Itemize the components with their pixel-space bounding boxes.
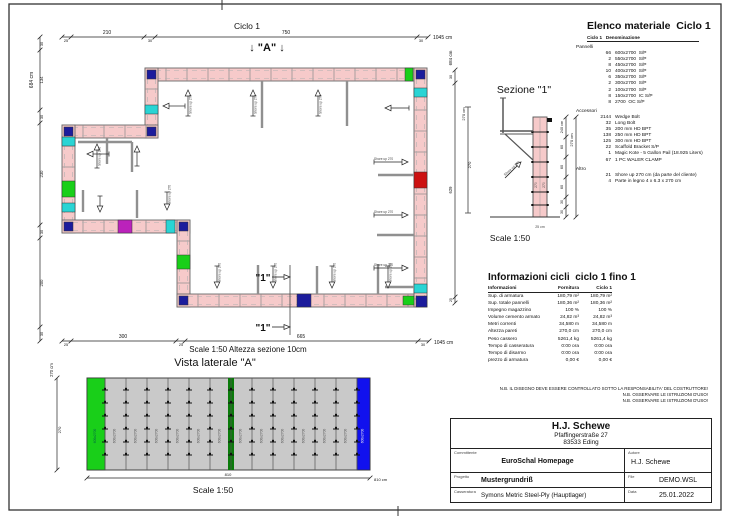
material-desc: Shore up 270 cm (da parte del cliente) bbox=[615, 172, 697, 178]
info-label: Altezza pareti bbox=[488, 329, 518, 335]
material-qty: 8 bbox=[608, 99, 611, 105]
progetto-label: Progetto bbox=[454, 474, 470, 479]
material-qty: 32 bbox=[605, 120, 611, 126]
cycle-info-header bbox=[488, 286, 612, 293]
material-qty: 1 bbox=[608, 151, 611, 157]
title-block-row-progetto bbox=[451, 473, 711, 488]
side-panel-label: 600x2700 bbox=[301, 428, 306, 444]
material-list bbox=[575, 20, 723, 185]
material-desc: Magic Kote - 5 Gallon Pail (18.925 Liters) bbox=[615, 151, 703, 157]
side-dim-width: 810 bbox=[224, 472, 232, 477]
shore-arrow-label: Shore up 270 bbox=[273, 262, 278, 282]
section-outer-dim: 270 cm bbox=[569, 133, 574, 147]
info-fornitura: 180,36 m² bbox=[557, 301, 579, 307]
info-ciclo: 0,00 € bbox=[598, 357, 612, 363]
title-block-row-casseratura bbox=[451, 488, 711, 502]
drawing-label: 30 bbox=[40, 331, 44, 337]
company-name: H.J. Schewe bbox=[551, 421, 611, 432]
info-label: Peso cassero bbox=[488, 336, 518, 342]
casseratura-value: Symons Metric Steel-Ply (Hauptlager) bbox=[481, 491, 587, 499]
drawing-label: 25 bbox=[63, 39, 69, 43]
material-qty: 2144 bbox=[600, 114, 611, 120]
material-qty: 67 bbox=[605, 157, 611, 163]
material-qty: 125 bbox=[602, 139, 611, 145]
dim-total-top: 1045 cm bbox=[433, 35, 453, 41]
drawing-label: 30 bbox=[40, 229, 44, 235]
info-fornitura: 0:00 ora bbox=[561, 343, 579, 349]
col-informazioni: Informazioni bbox=[488, 286, 517, 291]
side-view-scale: Scale 1:50 bbox=[192, 485, 234, 495]
casseratura-label: Casseratura bbox=[454, 489, 476, 494]
shore-arrow-label: Shore up 270 bbox=[374, 263, 394, 267]
material-qty: 66 bbox=[605, 51, 611, 56]
dim-inner-right-total: 270 cm bbox=[461, 107, 466, 121]
cycle-info-row bbox=[488, 314, 612, 321]
material-desc: 1 PC WALER CLAMP bbox=[615, 157, 662, 163]
info-fornitura: 0:00 ora bbox=[561, 350, 579, 356]
side-panel-label: 600x2700 bbox=[217, 428, 222, 444]
material-qty: 8 bbox=[608, 63, 611, 69]
cycle-info-row bbox=[488, 307, 612, 314]
info-label: Tempo di disarmo bbox=[488, 350, 526, 356]
info-fornitura: 34,580 m bbox=[558, 322, 579, 328]
side-panel-label: 600x2700 bbox=[360, 428, 365, 444]
nb-note-2: N.B. OSSERVARE LE ISTRUZIONI D'USO! bbox=[622, 391, 708, 397]
drawing-label: 30 bbox=[40, 114, 44, 120]
material-rows-altro bbox=[575, 173, 723, 185]
info-label: Tempo di casseratura bbox=[488, 343, 534, 349]
info-ciclo: 180,79 m² bbox=[590, 294, 612, 299]
title-block-row-committente bbox=[451, 449, 711, 473]
drawing-label: 25 bbox=[178, 343, 184, 347]
material-qty: 8 bbox=[608, 93, 611, 99]
data-label: Data bbox=[628, 489, 637, 494]
section-base-label: 25 cm bbox=[535, 225, 545, 229]
drawing-label: 30 bbox=[420, 343, 426, 347]
file-label: File bbox=[628, 474, 635, 479]
material-desc: 550x2700 S/P bbox=[615, 57, 647, 63]
side-dim-height-total: 270 cm bbox=[49, 363, 54, 377]
dim-total-left: 684 cm bbox=[29, 71, 35, 89]
info-ciclo: 100 % bbox=[598, 308, 612, 314]
side-panel-label: 600x2700 bbox=[154, 428, 159, 444]
drawing-label: 750 bbox=[281, 30, 291, 36]
cycle-info-row bbox=[488, 357, 612, 364]
drawing-label: 134 bbox=[39, 76, 44, 84]
info-fornitura: 270,0 cm bbox=[559, 329, 579, 335]
company-address-1: Pfaffingerstraße 27 bbox=[554, 432, 608, 439]
info-ciclo: 0:00 ora bbox=[594, 350, 612, 356]
nb-note-3: N.B. OSSERVARE LE ISTRUZIONI D'USO! bbox=[622, 397, 708, 403]
plan-scale-note: Scale 1:50 Altezza sezione 10cm bbox=[189, 345, 307, 354]
material-qty: 2 bbox=[608, 57, 611, 63]
info-label: Sup. di armatura bbox=[488, 294, 524, 299]
side-panel-label: 600x2700 bbox=[112, 428, 117, 444]
material-group-accessori: Accessori bbox=[576, 108, 597, 114]
drawing-label: 25 bbox=[63, 343, 69, 347]
cycle-info-row bbox=[488, 336, 612, 343]
material-desc: Wedge Bolt bbox=[615, 114, 640, 120]
title-block-company-row bbox=[451, 419, 711, 449]
material-group-altro: Altro bbox=[576, 166, 586, 172]
info-ciclo: 180,36 m² bbox=[590, 301, 612, 307]
cycle-info-row bbox=[488, 300, 612, 307]
cycle-info-table bbox=[488, 272, 636, 364]
col-ciclo1: Ciclo 1 bbox=[596, 286, 612, 291]
material-desc: 100x2700 S/P bbox=[615, 87, 647, 93]
data-cell bbox=[625, 488, 711, 502]
side-panel-label: 600x2700 bbox=[343, 428, 348, 444]
info-ciclo: 0:00 ora bbox=[594, 343, 612, 349]
side-panel-label: 600x2700 bbox=[175, 428, 180, 444]
material-desc: 150x2700 IC S/P bbox=[615, 93, 653, 99]
section-wall-label: 270 bbox=[542, 182, 546, 188]
info-label: Impegno magazzino bbox=[488, 308, 532, 314]
material-desc: 400x2700 S/P bbox=[615, 69, 647, 75]
section-a-marker: ↓ "A" ↓ bbox=[249, 42, 285, 54]
material-row bbox=[575, 158, 723, 164]
info-ciclo: 270,0 cm bbox=[592, 329, 612, 335]
shore-arrow-label: Shore up 270 bbox=[318, 94, 323, 114]
cycle-info-rows bbox=[488, 293, 612, 364]
committente-value: EuroSchal Homepage bbox=[501, 458, 574, 465]
material-desc: 600x2700 S/P bbox=[615, 51, 647, 56]
side-panel-label: 600x2700 bbox=[280, 428, 285, 444]
info-fornitura: 0,00 € bbox=[565, 357, 579, 363]
col-fornitura: Fornitura bbox=[557, 286, 579, 291]
material-qty: 2 bbox=[608, 81, 611, 87]
shore-arrow-label: Shore up 270 bbox=[188, 94, 193, 114]
material-qty: 138 bbox=[602, 133, 611, 139]
info-label: Metri correnti bbox=[488, 322, 516, 328]
section-view bbox=[490, 84, 578, 243]
drawing-label: 30 bbox=[40, 41, 44, 47]
dim-inner-right: 270 bbox=[467, 161, 472, 169]
drawing-label: 30 bbox=[560, 210, 564, 214]
progetto-value: Mustergrundriß bbox=[481, 476, 533, 484]
info-label: Volume cemento armato bbox=[488, 315, 540, 321]
title-block bbox=[450, 418, 712, 503]
material-qty: 6 bbox=[608, 75, 611, 81]
material-list-title: Elenco materiale Ciclo 1 bbox=[587, 20, 711, 32]
nb-notes bbox=[430, 386, 708, 403]
drawing-label: 210 bbox=[102, 30, 112, 36]
drawing-label: 30 bbox=[418, 39, 424, 43]
info-fornitura: 5261,4 kg bbox=[557, 336, 579, 342]
drawing-label: 60 bbox=[560, 184, 564, 190]
dim-total-bottom: 1045 cm bbox=[434, 340, 454, 346]
side-panel-label: 600x2700 bbox=[259, 428, 264, 444]
info-fornitura: 180,79 m² bbox=[557, 294, 579, 299]
shore-arrow-label: Shore up 270 bbox=[374, 210, 394, 214]
material-desc: 300x2700 S/P bbox=[615, 81, 647, 87]
info-ciclo: 34,580 m bbox=[591, 322, 612, 328]
cycle-info-title: Informazioni cicli ciclo 1 fino 1 bbox=[488, 272, 636, 283]
cycle-info-row bbox=[488, 350, 612, 357]
shore-arrow-label: Shore up 270 bbox=[253, 94, 258, 114]
progetto-cell bbox=[451, 473, 625, 487]
shore-arrow-label: Shore up 270 bbox=[217, 262, 222, 282]
plan-view bbox=[62, 21, 427, 354]
section-arrow-label: Shore up 270 bbox=[502, 160, 521, 177]
side-view bbox=[49, 357, 388, 495]
section-scale: Scale 1:50 bbox=[489, 233, 531, 243]
drawing-label: 30 bbox=[560, 200, 564, 204]
cut-marker-1: "1" bbox=[255, 273, 271, 284]
side-dim-width-total: 810 cm bbox=[374, 477, 388, 482]
shore-arrow-label: Shore up 270 bbox=[332, 262, 337, 282]
drawing-label: 30 bbox=[147, 39, 153, 43]
cycle-info-row bbox=[488, 343, 612, 350]
casseratura-cell bbox=[451, 488, 625, 502]
info-fornitura: 24,82 m³ bbox=[560, 315, 579, 321]
shore-arrow-label: Shore up 270 bbox=[374, 157, 394, 161]
info-ciclo: 5261,4 kg bbox=[590, 336, 612, 342]
dim-total-right: 684 cm bbox=[448, 50, 453, 66]
info-ciclo: 24,82 m³ bbox=[593, 315, 612, 321]
material-desc: 200 mm HD BPT bbox=[615, 127, 652, 133]
cycle-info-row bbox=[488, 328, 612, 335]
material-group-pannelli: Pannelli bbox=[576, 45, 594, 50]
nb-note-1: N.B. IL DISEGNO DEVE ESSERE CONTROLLATO SOTTO LA RESPONSABILITA' DEL COSTRUTTORE! bbox=[499, 386, 708, 391]
autore-value: H.J. Schewe bbox=[631, 459, 671, 466]
file-value: DEMO.WSL bbox=[659, 476, 698, 484]
info-label: Sup. totale pannelli bbox=[488, 301, 529, 307]
drawing-label: 230 bbox=[39, 170, 44, 178]
company-address-2: 83533 Eding bbox=[563, 439, 599, 446]
material-qty: 35 bbox=[605, 127, 611, 133]
data-value: 25.01.2022 bbox=[659, 491, 695, 499]
cycle-info-row bbox=[488, 293, 612, 300]
info-fornitura: 100 % bbox=[565, 308, 579, 314]
side-panel-label: 600x2700 bbox=[133, 428, 138, 444]
shore-arrow-label: Shore up 270 bbox=[167, 184, 172, 204]
material-desc: Scaffold Bracket S/P bbox=[615, 145, 659, 151]
cycle-info-row bbox=[488, 321, 612, 328]
drawing-label: 25 bbox=[449, 298, 453, 302]
material-qty: 2 bbox=[608, 87, 611, 93]
material-desc: 450x2700 S/P bbox=[615, 63, 647, 69]
drawing-label: 300 bbox=[118, 334, 128, 340]
material-qty: 21 bbox=[605, 172, 611, 178]
drawing-label: 629 bbox=[448, 186, 453, 194]
material-desc: Long Bolt bbox=[615, 120, 636, 126]
plan-title: Ciclo 1 bbox=[234, 21, 260, 31]
material-qty: 10 bbox=[605, 69, 611, 75]
file-cell bbox=[625, 473, 711, 487]
material-row bbox=[575, 100, 723, 106]
material-rows-pannelli bbox=[575, 51, 723, 106]
drawing-label: 30 bbox=[449, 74, 453, 80]
side-panel-label: 600x2700 bbox=[93, 428, 97, 444]
drawing-label: 60 bbox=[560, 164, 564, 170]
drawing-label: 60 bbox=[560, 144, 564, 150]
drawing-label: 665 bbox=[296, 334, 306, 340]
side-panel-label: 600x2700 bbox=[322, 428, 327, 444]
material-desc: 2700 OC S/P bbox=[615, 99, 645, 105]
drawing-label: 240 cm bbox=[560, 120, 564, 134]
material-desc: 350x2700 S/P bbox=[615, 75, 647, 81]
info-label: prezzo di armatura bbox=[488, 357, 528, 363]
side-panel-label: 600x2700 bbox=[196, 428, 201, 444]
material-rows-accessori bbox=[575, 115, 723, 164]
material-desc: 250 mm HD BPT bbox=[615, 133, 652, 139]
side-view-title: Vista laterale "A" bbox=[174, 357, 256, 369]
side-panel-label: 600x2700 bbox=[238, 428, 243, 444]
shore-arrow-label: Shore up 270 bbox=[97, 146, 102, 166]
material-row bbox=[575, 179, 723, 185]
material-qty: 4 bbox=[608, 178, 611, 184]
cut-marker-1: "1" bbox=[255, 323, 271, 334]
material-desc: 300 mm HD BPT bbox=[615, 139, 652, 145]
autore-label: Autore bbox=[628, 450, 640, 455]
material-qty: 22 bbox=[605, 145, 611, 151]
autore-cell bbox=[625, 449, 711, 472]
side-dim-height: 270 bbox=[57, 426, 62, 434]
material-list-header: Ciclo 1 Denominazione bbox=[587, 35, 699, 42]
material-desc: Parte in legno 4 x 6.3 x 270 cm bbox=[615, 178, 682, 184]
shore-arrow-label: Shore up 270 bbox=[388, 262, 393, 282]
section-title: Sezione "1" bbox=[496, 84, 552, 96]
section-wall-label: 270 bbox=[534, 182, 538, 188]
drawing-label: 200 bbox=[39, 279, 44, 287]
committente-cell bbox=[451, 449, 625, 472]
committente-label: Committente bbox=[454, 450, 477, 455]
